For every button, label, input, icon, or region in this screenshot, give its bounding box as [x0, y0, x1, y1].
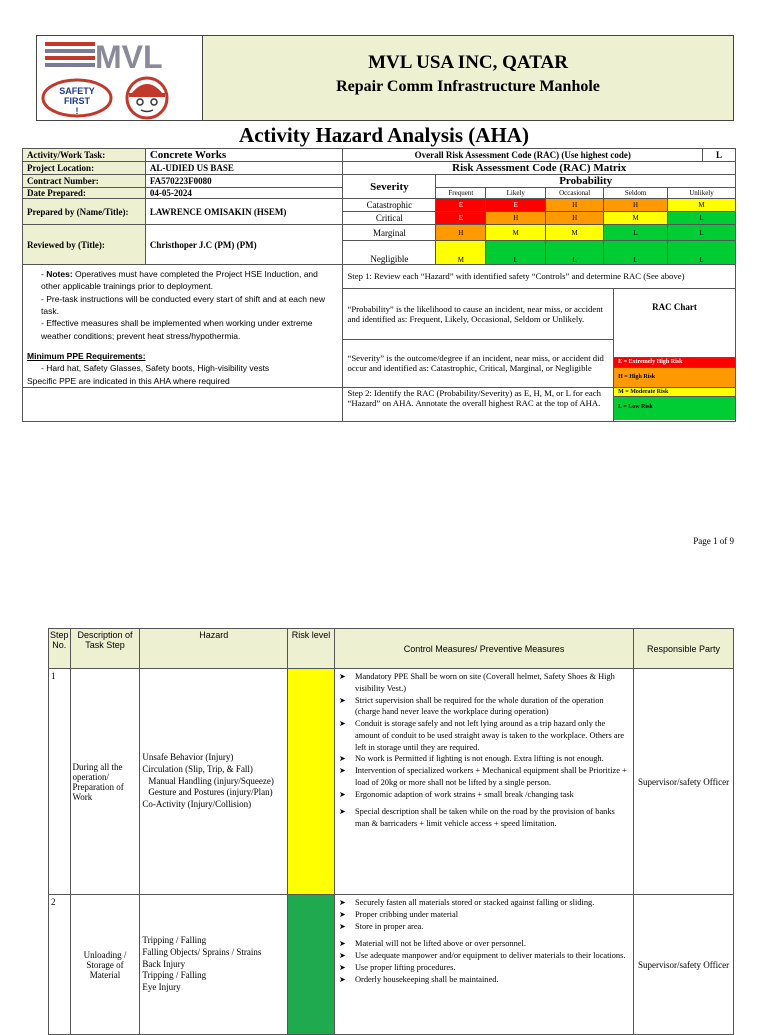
location-label: Project Location:: [23, 162, 146, 175]
company-name: MVL USA INC, QATAR: [368, 52, 568, 73]
title-box: [202, 35, 734, 121]
rac-cell: M: [546, 225, 604, 241]
rac-cell: E: [486, 199, 546, 212]
hazard-item: Back Injury: [142, 958, 186, 969]
control-item: ➤ Special description shall be taken while on the road by the provision of banks man & barricaders + limit vehicle access + speed limitation.: [339, 806, 629, 830]
step-number: 2: [49, 895, 71, 1035]
control-item: ➤ Mandatory PPE Shall be worn on site (Coverall helmet, Safety Shoes & High visibility Vest.): [339, 671, 629, 695]
hazard-item: Eye Injury: [142, 982, 181, 993]
col-header-hazard: Hazard: [140, 629, 288, 669]
prob-col-likely: Likely: [486, 188, 546, 199]
notes-block: [23, 265, 343, 388]
prepared-value: LAWRENCE OMISAKIN (HSEM): [145, 199, 343, 225]
rac-cell: M: [436, 241, 486, 265]
hazard-item: Circulation (Slip, Trip, & Fall): [142, 763, 253, 774]
svg-text:MVL: MVL: [95, 39, 163, 75]
task-description: Unloading / Storage of Material: [70, 895, 140, 1035]
hazard-item: Co-Activity (Injury/Collision): [142, 799, 252, 810]
col-header-controls: Control Measures/ Preventive Measures: [335, 629, 634, 669]
document-header: [36, 35, 734, 121]
table-row: [49, 895, 734, 1035]
contract-value: FA570223F0080: [145, 175, 343, 188]
rac-cell: L: [546, 241, 604, 265]
col-header-step: Step No.: [49, 629, 71, 669]
hazard-item: Tripping / Falling: [142, 935, 207, 946]
hazard-list: [140, 669, 288, 895]
activity-value: Concrete Works: [145, 149, 343, 162]
rac-cell: M: [486, 225, 546, 241]
table-row: [49, 669, 734, 895]
aha-info-table: [22, 148, 736, 422]
svg-text:FIRST: FIRST: [64, 96, 90, 106]
note-item: - Effective measures shall be implemented when working under extreme weather conditions; prevent heat stress/hypothermia.: [41, 317, 338, 342]
control-measures: [335, 895, 634, 1035]
document-title: Activity Hazard Analysis (AHA): [239, 123, 529, 147]
hazard-item: Tripping / Falling: [142, 970, 207, 981]
rac-cell: E: [436, 212, 486, 225]
rac-legend-l: L = Low Risk: [614, 397, 735, 420]
control-item: ➤ Proper cribbing under material: [339, 909, 629, 921]
rac-cell: L: [604, 241, 668, 265]
rac-cell: L: [668, 241, 736, 265]
ppe-item: - Hard hat, Safety Glasses, Safety boots, High-visibility vests: [41, 362, 338, 374]
activity-label: Activity/Work Task:: [23, 149, 146, 162]
rac-cell: H: [546, 212, 604, 225]
svg-text:!: !: [75, 106, 79, 116]
severity-definition: “Severity” is the outcome/degree if an incident, near miss, or accident did occur and identified as: Catastrophic, Critical, Marginal, or Negligible: [343, 339, 614, 387]
control-item: ➤ Conduit is storage safely and not left lying around as a trip hazard only the amount of conduit to be used straight away is taken to the workplace. Others are left in storage until they are required.: [339, 718, 629, 753]
ppe-note: Specific PPE are indicated in this AHA where required: [27, 375, 230, 386]
svg-text:SAFETY: SAFETY: [59, 86, 95, 96]
hazard-item: Unsafe Behavior (Injury): [142, 752, 234, 763]
note-item: - Pre-task instructions will be conducted every start of shift and at each new task.: [41, 293, 338, 318]
task-steps-table: [48, 628, 734, 1035]
col-header-responsible: Responsible Party: [634, 629, 734, 669]
probability-definition: “Probability” is the likelihood to cause an incident, near miss, or accident and identified as: Frequent, Likely, Occasional, Seldom or Unlikely.: [343, 289, 614, 340]
date-label: Date Prepared:: [23, 188, 146, 199]
ppe-title: Minimum PPE Requirements:: [27, 350, 146, 361]
rac-legend-e: E = Extremely High Risk: [614, 357, 736, 367]
rac-chart-label: RAC Chart: [614, 289, 736, 358]
rac-cell: L: [668, 212, 736, 225]
notes-continuation: [23, 387, 343, 421]
rac-cell: M: [668, 199, 736, 212]
severity-marginal: Marginal: [343, 225, 436, 241]
note-item: - Notes: Operatives must have completed the Project HSE Induction, and other applicable trainings prior to deployment.: [41, 268, 338, 293]
rac-cell: L: [486, 241, 546, 265]
control-item: ➤ Use adequate manpower and/or equipment to deliver materials to their locations.: [339, 950, 629, 962]
rac-legend-h: H = High Risk: [614, 367, 736, 387]
overall-rac-label: Overall Risk Assessment Code (RAC) (Use highest code): [343, 149, 702, 162]
step2-text: Step 2: Identify the RAC (Probability/Severity) as E, H, M, or L for each “Hazard” on AHA. Annotate the overall highest RAC at the top of AHA.: [343, 387, 614, 421]
control-item: ➤ Intervention of specialized workers + Mechanical equipment shall be Prioritize + load of 20kg or more shall not be lifted by a single person.: [339, 765, 629, 789]
prob-col-seldom: Seldom: [604, 188, 668, 199]
reviewed-label: Reviewed by (Title):: [23, 225, 146, 265]
rac-cell: H: [604, 199, 668, 212]
severity-catastrophic: Catastrophic: [343, 199, 436, 212]
control-item: ➤ Strict supervision shall be required for the whole duration of the operation (charge hand never leave the workplace during operation): [339, 695, 629, 719]
col-header-risk: Risk level: [288, 629, 335, 669]
control-item: ➤ Securely fasten all materials stored or stacked against falling or sliding.: [339, 897, 629, 909]
rac-legend-ml: [614, 387, 736, 421]
risk-level-cell: [288, 895, 335, 1035]
control-measures: [335, 669, 634, 895]
responsible-party: Supervisor/safety Officer: [634, 669, 734, 895]
col-header-description: Description of Task Step: [70, 629, 140, 669]
hazard-item: Manual Handling (injury/Squeeze): [148, 775, 274, 786]
reviewed-value: Christhoper J.C (PM) (PM): [145, 225, 343, 265]
control-item: ➤ Orderly housekeeping shall be maintained.: [339, 974, 629, 986]
company-logo: [37, 36, 203, 122]
contract-label: Contract Number:: [23, 175, 146, 188]
overall-rac-value: L: [702, 149, 735, 162]
project-name: Repair Comm Infrastructure Manhole: [336, 78, 600, 95]
matrix-title: Risk Assessment Code (RAC) Matrix: [343, 162, 736, 175]
responsible-party: Supervisor/safety Officer: [634, 895, 734, 1035]
location-value: AL-UDIED US BASE: [145, 162, 343, 175]
rac-cell: L: [604, 225, 668, 241]
control-item: ➤ Store in proper area.: [339, 921, 629, 933]
severity-negligible: Negligible: [343, 241, 436, 265]
rac-cell: H: [546, 199, 604, 212]
rac-cell: L: [668, 225, 736, 241]
date-value: 04-05-2024: [145, 188, 343, 199]
control-item: ➤ Ergonomic adaption of work strains + small break /changing task: [339, 789, 629, 801]
probability-header: Probability: [436, 175, 736, 188]
rac-legend-m: M = Moderate Risk: [614, 388, 735, 397]
rac-cell: E: [436, 199, 486, 212]
hazard-item: Falling Objects/ Sprains / Strains: [142, 946, 262, 957]
severity-critical: Critical: [343, 212, 436, 225]
control-item: ➤ No work is Permitted if lighting is not enough. Extra lifting is not enough.: [339, 753, 629, 765]
step1-text: Step 1: Review each “Hazard” with identified safety “Controls” and determine RAC (See above): [343, 265, 736, 289]
task-description: During all the operation/ Preparation of Work: [70, 669, 140, 895]
page-number: Page 1 of 9: [693, 536, 734, 546]
rac-cell: M: [604, 212, 668, 225]
risk-level-cell: [288, 669, 335, 895]
control-item: ➤ Use proper lifting procedures.: [339, 962, 629, 974]
hazard-item: Gesture and Postures (injury/Plan): [148, 787, 273, 798]
logo-area: [36, 35, 202, 121]
rac-cell: H: [436, 225, 486, 241]
severity-header: Severity: [343, 175, 436, 199]
prob-col-unlikely: Unlikely: [668, 188, 736, 199]
control-item: ➤ Material will not be lifted above or over personnel.: [339, 938, 629, 950]
rac-cell: H: [486, 212, 546, 225]
hazard-list: [140, 895, 288, 1035]
prepared-label: Prepared by (Name/Title):: [23, 199, 146, 225]
step-number: 1: [49, 669, 71, 895]
prob-col-frequent: Frequent: [436, 188, 486, 199]
prob-col-occasional: Occasional: [546, 188, 604, 199]
